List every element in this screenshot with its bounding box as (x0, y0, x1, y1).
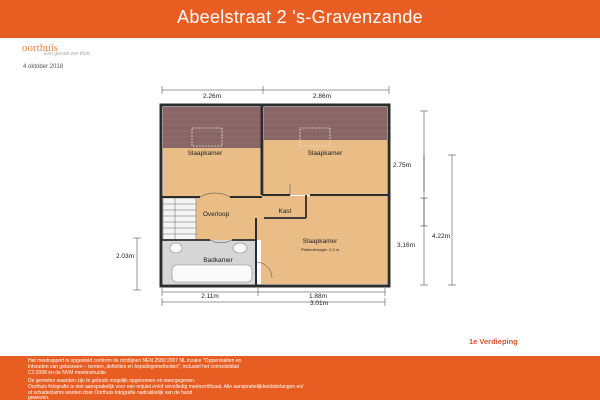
report-date: 4 oktober 2018 (23, 64, 64, 70)
dim-right-total: 4.22m (431, 233, 451, 240)
bathtub (172, 265, 252, 282)
logo-name: oorthuis (22, 42, 59, 54)
dim-top-left: 2.26m (202, 93, 222, 100)
logo-tagline: Een gevoel van thuis (44, 51, 91, 57)
dim-right-upper: 2.75m (392, 162, 412, 169)
dim-right-lower: 3.16m (396, 242, 416, 249)
dim-bottom-right: 1.88m (308, 293, 328, 300)
room-label-slaapkamer-3: Slaapkamer (302, 238, 338, 245)
footer-disclaimer (0, 356, 600, 400)
footer-line-6: of schadeclaims worden door Oorthuis fotografie nadrukkelijk van de hand (28, 390, 193, 396)
room-label-kast: Kast (278, 208, 292, 215)
footer-line-4: De gemeten waarden zijn te gebruik mogelijk opgenomen en weergegeven. (28, 378, 196, 384)
staircase (163, 198, 196, 240)
dim-left: 2.03m (115, 253, 135, 260)
room-label-slaapkamer-1: Slaapkamer (187, 150, 223, 157)
dim-bottom-left: 2.11m (201, 293, 219, 300)
dim-bottom-total: 3.01m (309, 300, 329, 307)
footer-line-3: C1:2008 en de NVM meetinstructie. (28, 370, 108, 376)
footer-line-2: inhouden van gebouwen – termen, definities en bepalingsmethoden", inclusief het correctieblad (28, 364, 240, 370)
sink (233, 243, 247, 253)
roof-slope-right (264, 107, 387, 140)
room-label-slaapkamer-2: Slaapkamer (307, 150, 343, 157)
floor-label: 1e Verdieping (469, 337, 518, 346)
footer-line-1: Het meetrapport is opgesteld conform de richtlijnen NEN 2580:2007 NL inzake "Oppervlakten en (28, 358, 242, 364)
room-label-overloop: Overloop (202, 211, 230, 218)
page-title: Abeelstraat 2 's-Gravenzande (177, 7, 423, 27)
room-note-ceiling: Plafondhoogte: 2,4 m (300, 247, 340, 252)
footer-line-5: Oorthuis fotografie is niet aansprakelijk voor een onjuist en/of onvolledig meetcertificaat. Alle aansprakelijkheidsbelangen en/ (28, 384, 304, 390)
toilet (170, 243, 182, 253)
room-label-badkamer: Badkamer (203, 257, 233, 264)
footer-line-7: gewezen. (28, 395, 50, 401)
dim-top-right: 2.86m (312, 93, 332, 100)
